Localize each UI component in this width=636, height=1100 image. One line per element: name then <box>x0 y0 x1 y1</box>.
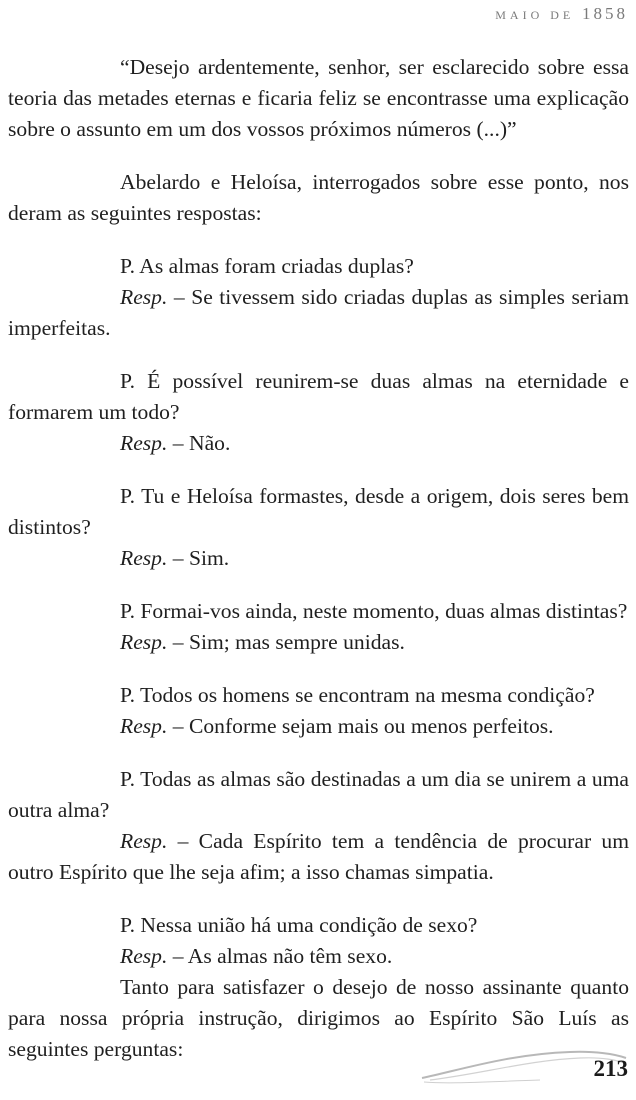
paragraph-subscriber-quote <box>8 52 629 145</box>
answer-3 <box>8 543 629 574</box>
answer-1 <box>8 282 629 344</box>
question-4 <box>8 596 629 627</box>
answer-5 <box>8 711 629 742</box>
running-header <box>495 4 628 24</box>
question-text: P. É possível reunirem-se duas almas na eternidade e formarem um todo? <box>8 369 629 424</box>
question-5 <box>8 680 629 711</box>
answer-label: Resp. <box>120 829 168 853</box>
running-header-year: 1858 <box>582 4 628 23</box>
answer-label: Resp. <box>120 714 168 738</box>
answer-6 <box>8 826 629 888</box>
answer-2 <box>8 428 629 459</box>
answer-text: – Se tivessem sido criadas duplas as simples seriam imperfeitas. <box>8 285 629 340</box>
answer-text: – Cada Espírito tem a tendência de procurar um outro Espírito que lhe seja afim; a isso chamas simpatia. <box>8 829 629 884</box>
paragraph-intro <box>8 167 629 229</box>
answer-label: Resp. <box>120 944 168 968</box>
question-3 <box>8 481 629 543</box>
answer-text: – As almas não têm sexo. <box>167 944 393 968</box>
answer-4 <box>8 627 629 658</box>
answer-label: Resp. <box>120 546 168 570</box>
answer-text: – Conforme sejam mais ou menos perfeitos. <box>167 714 554 738</box>
question-text: P. As almas foram criadas duplas? <box>120 254 414 278</box>
answer-label: Resp. <box>120 285 168 309</box>
paragraph-text: Tanto para satisfazer o desejo de nosso assinante quanto para nossa própria instrução, dirigimos ao Espírito São Luís as seguintes perguntas: <box>8 975 629 1061</box>
answer-7 <box>8 941 629 972</box>
question-text: P. Formai-vos ainda, neste momento, duas almas distintas? <box>120 599 628 623</box>
question-6 <box>8 764 629 826</box>
paragraph-text: Abelardo e Heloísa, interrogados sobre esse ponto, nos deram as seguintes respostas: <box>8 170 629 225</box>
answer-text: – Sim. <box>167 546 230 570</box>
answer-text: – Sim; mas sempre unidas. <box>167 630 405 654</box>
paragraph-text: “Desejo ardentemente, senhor, ser esclarecido sobre essa teoria das metades eternas e ficaria feliz se encontrasse uma explicação sobre o assunto em um dos vossos próximos números (...)” <box>8 55 629 141</box>
running-header-month: MAIO DE <box>495 8 575 22</box>
question-1 <box>8 251 629 282</box>
question-7 <box>8 910 629 941</box>
page-footer <box>0 1038 636 1100</box>
answer-label: Resp. <box>120 431 168 455</box>
question-text: P. Tu e Heloísa formastes, desde a origem, dois seres bem distintos? <box>8 484 629 539</box>
question-2 <box>8 366 629 428</box>
page-number: 213 <box>593 1056 628 1081</box>
answer-label: Resp. <box>120 630 168 654</box>
page-body <box>8 52 629 1065</box>
question-text: P. Nessa união há uma condição de sexo? <box>120 913 478 937</box>
answer-text: – Não. <box>167 431 231 455</box>
question-text: P. Todos os homens se encontram na mesma condição? <box>120 683 595 707</box>
question-text: P. Todas as almas são destinadas a um dia se unirem a uma outra alma? <box>8 767 629 822</box>
